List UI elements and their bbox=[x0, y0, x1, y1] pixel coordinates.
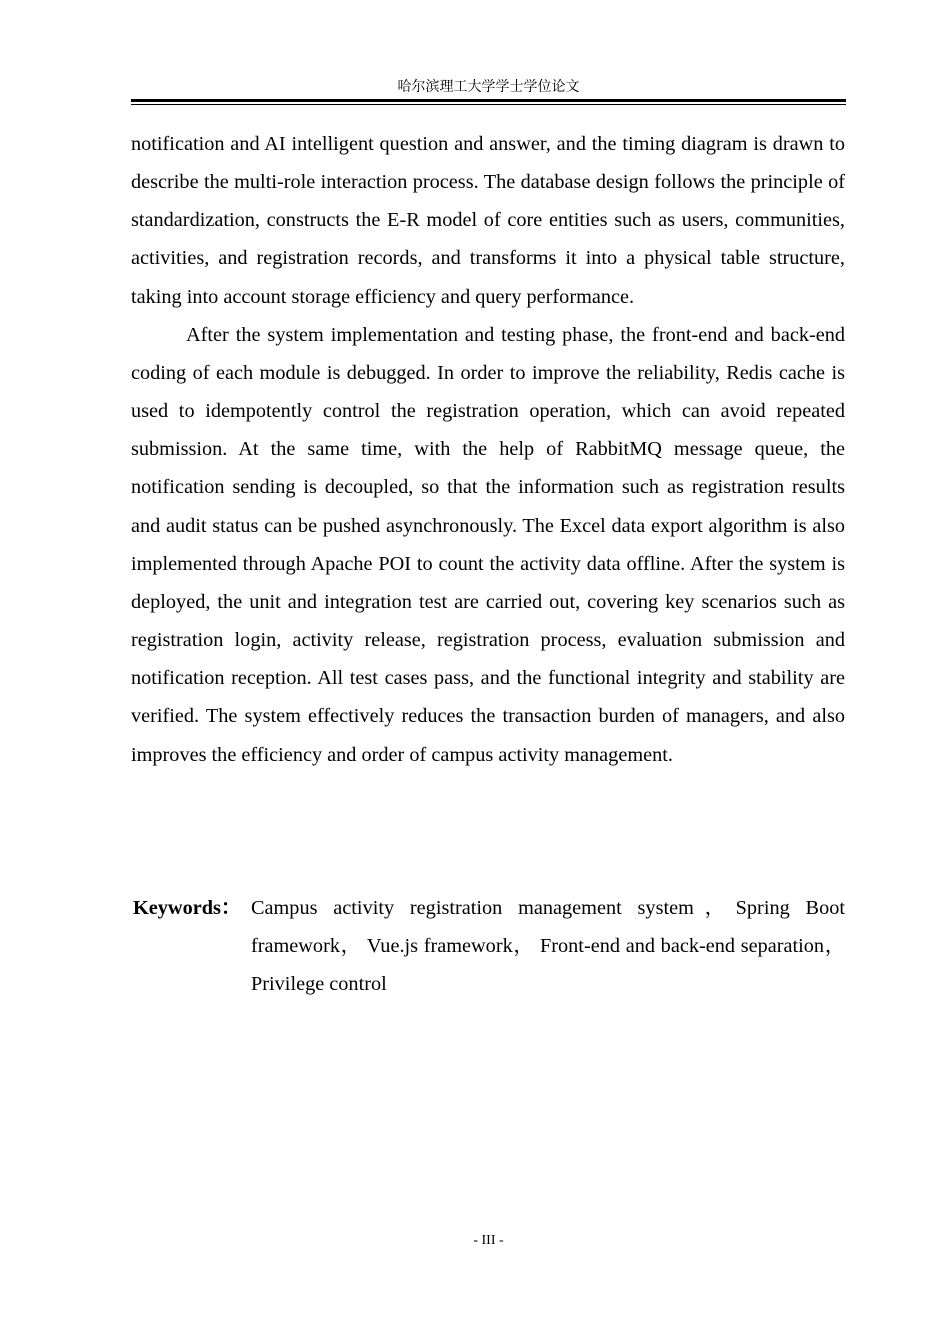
keywords-label: Keywords： bbox=[133, 897, 242, 919]
header-rule-thin bbox=[131, 104, 846, 105]
abstract-body bbox=[131, 125, 845, 774]
abstract-paragraph-2: After the system implementation and testing phase, the front-end and back-end coding of each module is debugged. In order to improve the reliability, Redis cache is used to idempotently control the registration operation, which can avoid repeated submission. At the same time, with the help of RabbitMQ message queue, the notification sending is decoupled, so that the information such as registration results and audit status can be pushed asynchronously. The Excel data export algorithm is also implemented through Apache POI to count the activity data offline. After the system is deployed, the unit and integration test are carried out, covering key scenarios such as registration login, activity release, registration process, evaluation submission and notification reception. All test cases pass, and the functional integrity and stability are verified. The system effectively reduces the transaction burden of managers, and also improves the efficiency and order of campus activity management. bbox=[131, 323, 845, 766]
keywords-block bbox=[131, 889, 845, 1003]
header-rule-thick bbox=[131, 99, 846, 102]
keywords-values: Campus activity registration management system，Spring Boot framework， Vue.js framework， Front-end and back-end separation，Privilege control bbox=[251, 897, 845, 996]
abstract-paragraph-1: notification and AI intelligent question and answer, and the timing diagram is drawn to describe the multi-role interaction process. The database design follows the principle of standardization, constructs the E-R model of core entities such as users, communities, activities, and registration records, and transforms it into a physical table structure, taking into account storage efficiency and query performance. bbox=[131, 133, 845, 308]
page-number: - III - bbox=[473, 1233, 504, 1248]
running-header: 哈尔滨理工大学学士学位论文 bbox=[397, 80, 580, 95]
